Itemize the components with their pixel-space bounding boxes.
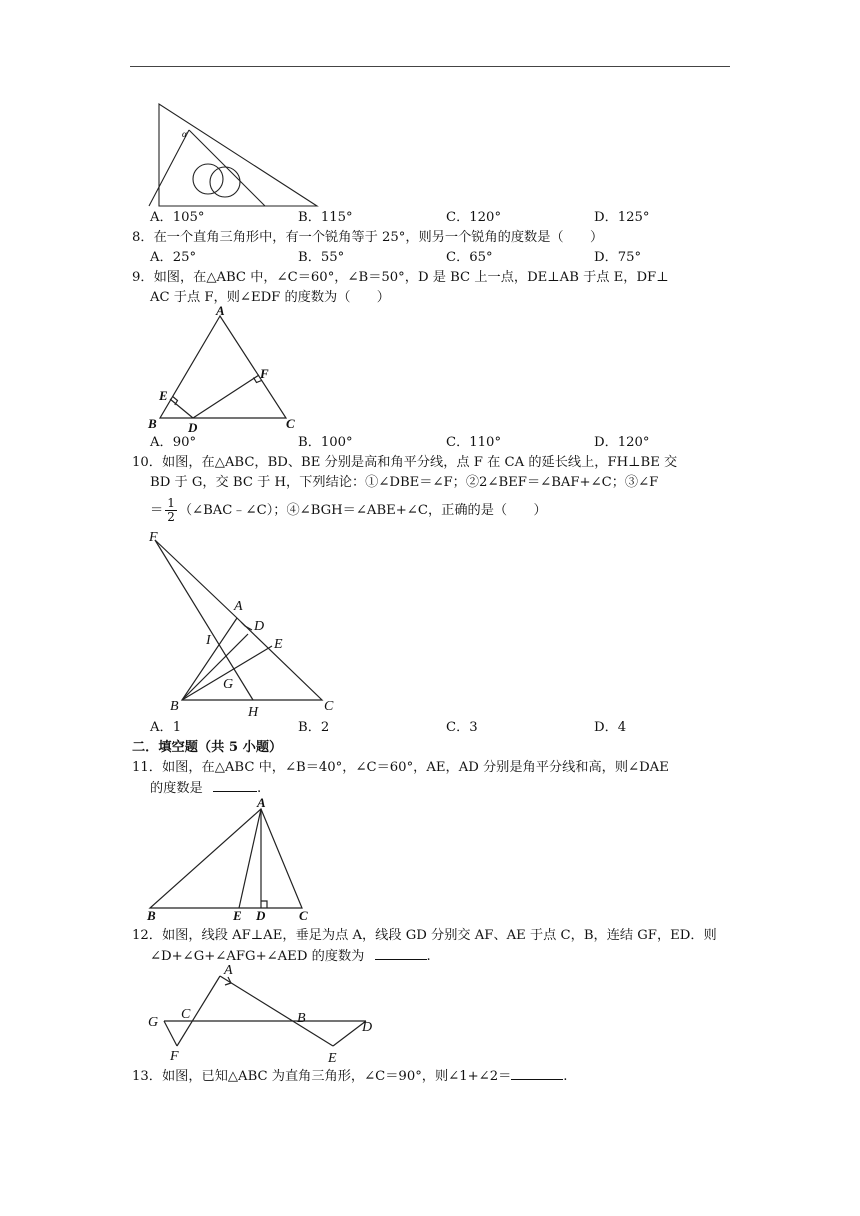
q8-question: 8．在一个直角三角形中，有一个锐角等于 25°，则另一个锐角的度数是（ ） (132, 230, 604, 245)
q9-question-line1: 9．如图，在△ABC 中，∠C＝60°，∠B＝50°，D 是 BC 上一点，DE⊥AB 于点 E，DF⊥ (132, 270, 669, 285)
q10-label-c: C (324, 699, 334, 714)
q10-figure (140, 526, 340, 720)
q7-line-left (149, 130, 189, 206)
q7-outer-triangle (159, 104, 317, 206)
q11-line2-text: 的度数是 (150, 781, 203, 796)
q11-right-angle-d (261, 901, 267, 908)
q10-label-b: B (170, 699, 179, 714)
q11-answer-blank[interactable] (213, 778, 257, 792)
q11-label-b: B (147, 908, 156, 923)
q9-label-f: F (260, 366, 269, 381)
q7-line-mid (189, 130, 265, 206)
q10-label-g: G (223, 677, 234, 692)
q7-figure (145, 100, 325, 210)
q10-right-angle-d (241, 622, 252, 630)
q9-option-d[interactable]: D．120° (594, 435, 650, 450)
q10-question-line1: 10．如图，在△ABC，BD、BE 分别是高和角平分线，点 F 在 CA 的延长线上，FH⊥BE 交 (132, 455, 678, 470)
q12-label-d: D (362, 1020, 373, 1035)
q10-label-d: D (254, 619, 265, 634)
q10-label-i: I (206, 633, 211, 648)
q12-figure (140, 960, 380, 1066)
q9-label-d: D (188, 420, 198, 434)
q9-label-c: C (286, 416, 295, 431)
q10-fraction-denominator: 2 (167, 509, 175, 524)
q12-label-g: G (148, 1015, 159, 1030)
q11-label-c: C (299, 908, 308, 923)
q13-text-end: . (563, 1069, 568, 1084)
q11-label-a: A (257, 795, 266, 810)
q10-question-line2: BD 于 G，交 BC 于 H，下列结论：①∠DBE＝∠F；②2∠BEF＝∠BAF+∠C；③∠F (150, 475, 659, 490)
q13-text: 13．如图，已知△ABC 为直角三角形，∠C＝90°，则∠1+∠2＝ (132, 1069, 512, 1084)
q10-option-a[interactable]: A．1 (150, 720, 182, 735)
q12-line2-text: ∠D+∠G+∠AFG+∠AED 的度数为 (150, 949, 365, 964)
q12-label-e: E (328, 1051, 337, 1066)
q8-option-c[interactable]: C．65° (446, 250, 493, 265)
q9-question-line2: AC 于点 F，则∠EDF 的度数为（ ） (150, 290, 390, 305)
q10-label-a: A (234, 599, 243, 614)
q9-option-c[interactable]: C．110° (446, 435, 502, 450)
q9-label-a: A (216, 303, 225, 318)
q9-right-angle-e (173, 397, 178, 406)
q8-option-a[interactable]: A．25° (150, 250, 197, 265)
q12-answer-blank[interactable] (375, 946, 427, 960)
section-fill-in-heading: 二．填空题（共 5 小题） (132, 740, 283, 755)
q7-alpha-label: α (182, 129, 187, 139)
q9-segment-de (170, 399, 193, 418)
q10-line3-post: （∠BAC﹣∠C）；④∠BGH＝∠ABE+∠C，正确的是（ ） (178, 502, 547, 518)
q11-label-e: E (233, 908, 242, 923)
q13-answer-blank[interactable] (511, 1066, 563, 1080)
q12-segment-ae (220, 976, 333, 1046)
q7-option-b[interactable]: B．115° (298, 210, 353, 225)
header-rule (130, 66, 730, 67)
q11-triangle-abc (150, 809, 302, 908)
q10-option-c[interactable]: C．3 (446, 720, 478, 735)
q9-segment-df (193, 375, 259, 418)
q12-line2-end: . (426, 949, 431, 964)
q11-figure (140, 792, 320, 924)
q12-question-line1: 12．如图，线段 AF⊥AE，垂足为点 A，线段 GD 分别交 AF、AE 于点 C，B，连结 GF，ED．则 (132, 928, 717, 943)
q10-label-h: H (248, 705, 259, 720)
q7-option-a[interactable]: A．105° (150, 210, 205, 225)
q11-segment-ae (239, 809, 261, 908)
q8-option-d[interactable]: D．75° (594, 250, 642, 265)
q10-fraction (165, 497, 177, 524)
q7-option-d[interactable]: D．125° (594, 210, 650, 225)
q9-figure (140, 302, 310, 434)
q7-option-c[interactable]: C．120° (446, 210, 502, 225)
q10-option-b[interactable]: B．2 (298, 720, 330, 735)
q10-label-e: E (274, 637, 283, 652)
q13-question (132, 1066, 568, 1086)
q12-label-c: C (181, 1007, 191, 1022)
q12-label-a: A (224, 963, 233, 978)
q7-circle-right (210, 167, 240, 197)
q11-line2-end: . (256, 781, 262, 796)
q9-option-a[interactable]: A．90° (150, 435, 197, 450)
q12-label-f: F (170, 1049, 179, 1064)
q12-label-b: B (297, 1011, 306, 1026)
q10-question-line3 (150, 493, 547, 527)
q11-question-line1: 11．如图，在△ABC 中，∠B＝40°，∠C＝60°，AE，AD 分别是角平分线和高，则∠DAE (132, 760, 669, 775)
q10-line3-pre: ＝ (150, 502, 164, 518)
q8-option-b[interactable]: B．55° (298, 250, 345, 265)
q9-option-b[interactable]: B．100° (298, 435, 353, 450)
q9-label-b: B (148, 416, 157, 431)
q11-label-d: D (256, 908, 266, 923)
q9-label-e: E (159, 388, 168, 403)
q10-label-f: F (149, 530, 158, 545)
q10-option-d[interactable]: D．4 (594, 720, 627, 735)
q10-fraction-numerator: 1 (167, 495, 175, 510)
q12-segment-gf (164, 1021, 177, 1046)
